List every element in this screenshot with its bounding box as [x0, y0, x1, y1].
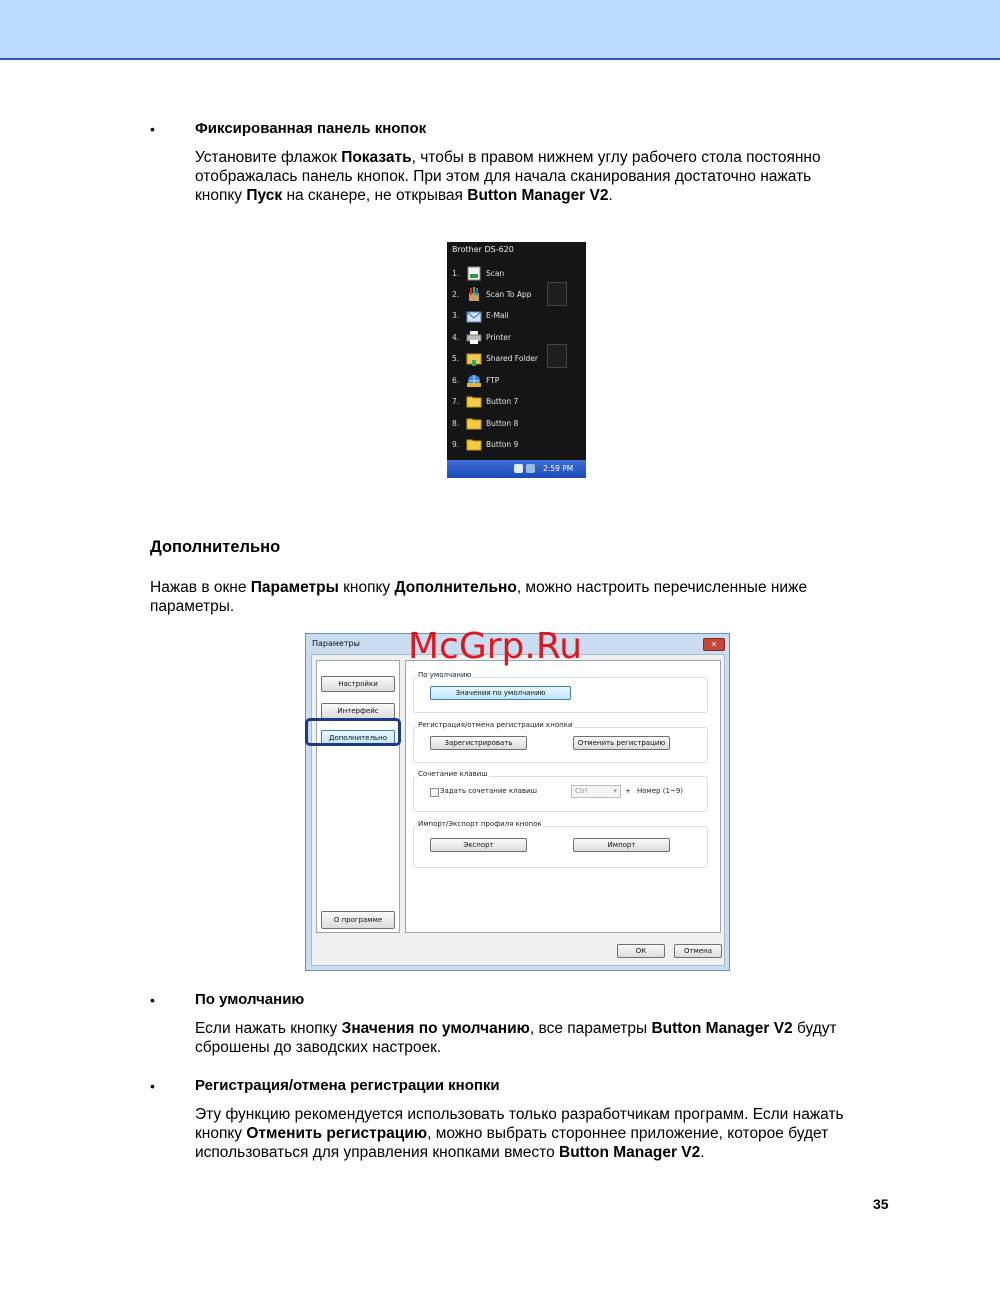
dialog-body: [311, 654, 725, 966]
group-hotkey-label: Сочетание клавиш: [418, 770, 488, 778]
nav-settings-button[interactable]: Настройки: [321, 676, 395, 692]
settings-dialog: [305, 633, 730, 971]
scan-to-app-icon: [466, 287, 482, 302]
scan-icon: [466, 266, 482, 281]
bullet: •: [150, 992, 155, 1008]
folder-icon: [466, 416, 482, 431]
shared-folder-icon: [466, 351, 482, 366]
watermark: McGrp.Ru: [408, 626, 583, 667]
section-heading-registration: Регистрация/отмена регистрации кнопки: [195, 1077, 500, 1094]
hotkey-checkbox[interactable]: [430, 788, 439, 797]
hotkey-checkbox-label: Задать сочетание клавиш: [440, 787, 538, 795]
unregister-button[interactable]: Отменить регистрацию: [573, 736, 670, 750]
nav-advanced-button[interactable]: Дополнительно: [321, 730, 395, 746]
panel-item[interactable]: 8. Button 8: [447, 414, 586, 435]
panel-item[interactable]: 1. Scan: [447, 264, 586, 285]
email-icon: [466, 308, 482, 323]
bullet: •: [150, 121, 155, 137]
advanced-pane: [405, 660, 721, 933]
paragraph-defaults: Если нажать кнопку Значения по умолчанию, все параметры Button Manager V2 будут сброшены до заводских настроек.: [195, 1020, 837, 1056]
nav-interface-button[interactable]: Интерфейс: [321, 703, 395, 719]
plus-sign: +: [625, 787, 631, 795]
group-defaults-label: По умолчанию: [418, 671, 472, 679]
panel-item[interactable]: 3. E-Mail: [447, 306, 586, 327]
panel-title: Brother DS-620: [452, 245, 514, 254]
export-button[interactable]: Экспорт: [430, 838, 527, 852]
taskbar: [447, 460, 586, 478]
paragraph-fixed-panel: Установите флажок Показать, чтобы в правом нижнем углу рабочего стола постоянно отображалась панель кнопок. При этом для начала сканирования достаточно нажать кнопку Пуск на сканере, не открывая Button Manager V2.: [195, 149, 821, 204]
modifier-select[interactable]: Ctrl ▾: [571, 785, 621, 798]
import-button[interactable]: Импорт: [573, 838, 670, 852]
folder-icon: [466, 394, 482, 409]
section-heading-fixed-panel: Фиксированная панель кнопок: [195, 120, 427, 137]
section-title-advanced: Дополнительно: [150, 538, 281, 556]
section-heading-defaults: По умолчанию: [195, 991, 305, 1008]
ftp-icon: [466, 373, 482, 388]
header-band: [0, 0, 1000, 60]
button-panel-screenshot: [447, 242, 586, 478]
bullet: •: [150, 1078, 155, 1094]
about-button[interactable]: О программе: [321, 911, 395, 929]
nav-pane: [316, 660, 400, 933]
tray-scanner-icon[interactable]: [526, 464, 535, 473]
group-import-export-label: Импорт/Экспорт профиля кнопок: [418, 820, 542, 828]
highlight-frame: [305, 718, 401, 746]
tray-clock: 2:59 PM: [543, 464, 574, 473]
defaults-button[interactable]: Значения по умолчанию: [430, 686, 571, 700]
cancel-button[interactable]: Отмена: [674, 944, 722, 958]
page-number: 35: [873, 1196, 889, 1212]
folder-icon: [466, 437, 482, 452]
tray-arrow-icon[interactable]: [514, 464, 523, 473]
printer-icon: [466, 330, 482, 345]
panel-item[interactable]: 4. Printer: [447, 328, 586, 349]
paragraph-registration: Эту функцию рекомендуется использовать только разработчикам программ. Если нажать кнопку Отменить регистрацию, можно выбрать стороннее приложение, которое будет использоваться для управления кнопками вместо Button Manager V2.: [195, 1106, 844, 1161]
hotkey-number-label: Номер (1~9): [637, 787, 684, 795]
panel-item[interactable]: 2. Scan To App: [447, 285, 586, 306]
panel-item[interactable]: 5. Shared Folder: [447, 349, 586, 370]
ok-button[interactable]: ОК: [617, 944, 665, 958]
register-button[interactable]: Зарегистрировать: [430, 736, 527, 750]
group-register-label: Регистрация/отмена регистрации кнопки: [418, 721, 573, 729]
close-icon[interactable]: ✕: [703, 638, 725, 651]
panel-item[interactable]: 9. Button 9: [447, 435, 586, 456]
dialog-title: Параметры: [312, 639, 360, 648]
panel-item[interactable]: 7. Button 7: [447, 392, 586, 413]
chevron-down-icon: ▾: [613, 787, 617, 795]
paragraph-advanced: Нажав в окне Параметры кнопку Дополнительно, можно настроить перечисленные ниже параметры.: [150, 579, 808, 615]
panel-item[interactable]: 6. FTP: [447, 371, 586, 392]
